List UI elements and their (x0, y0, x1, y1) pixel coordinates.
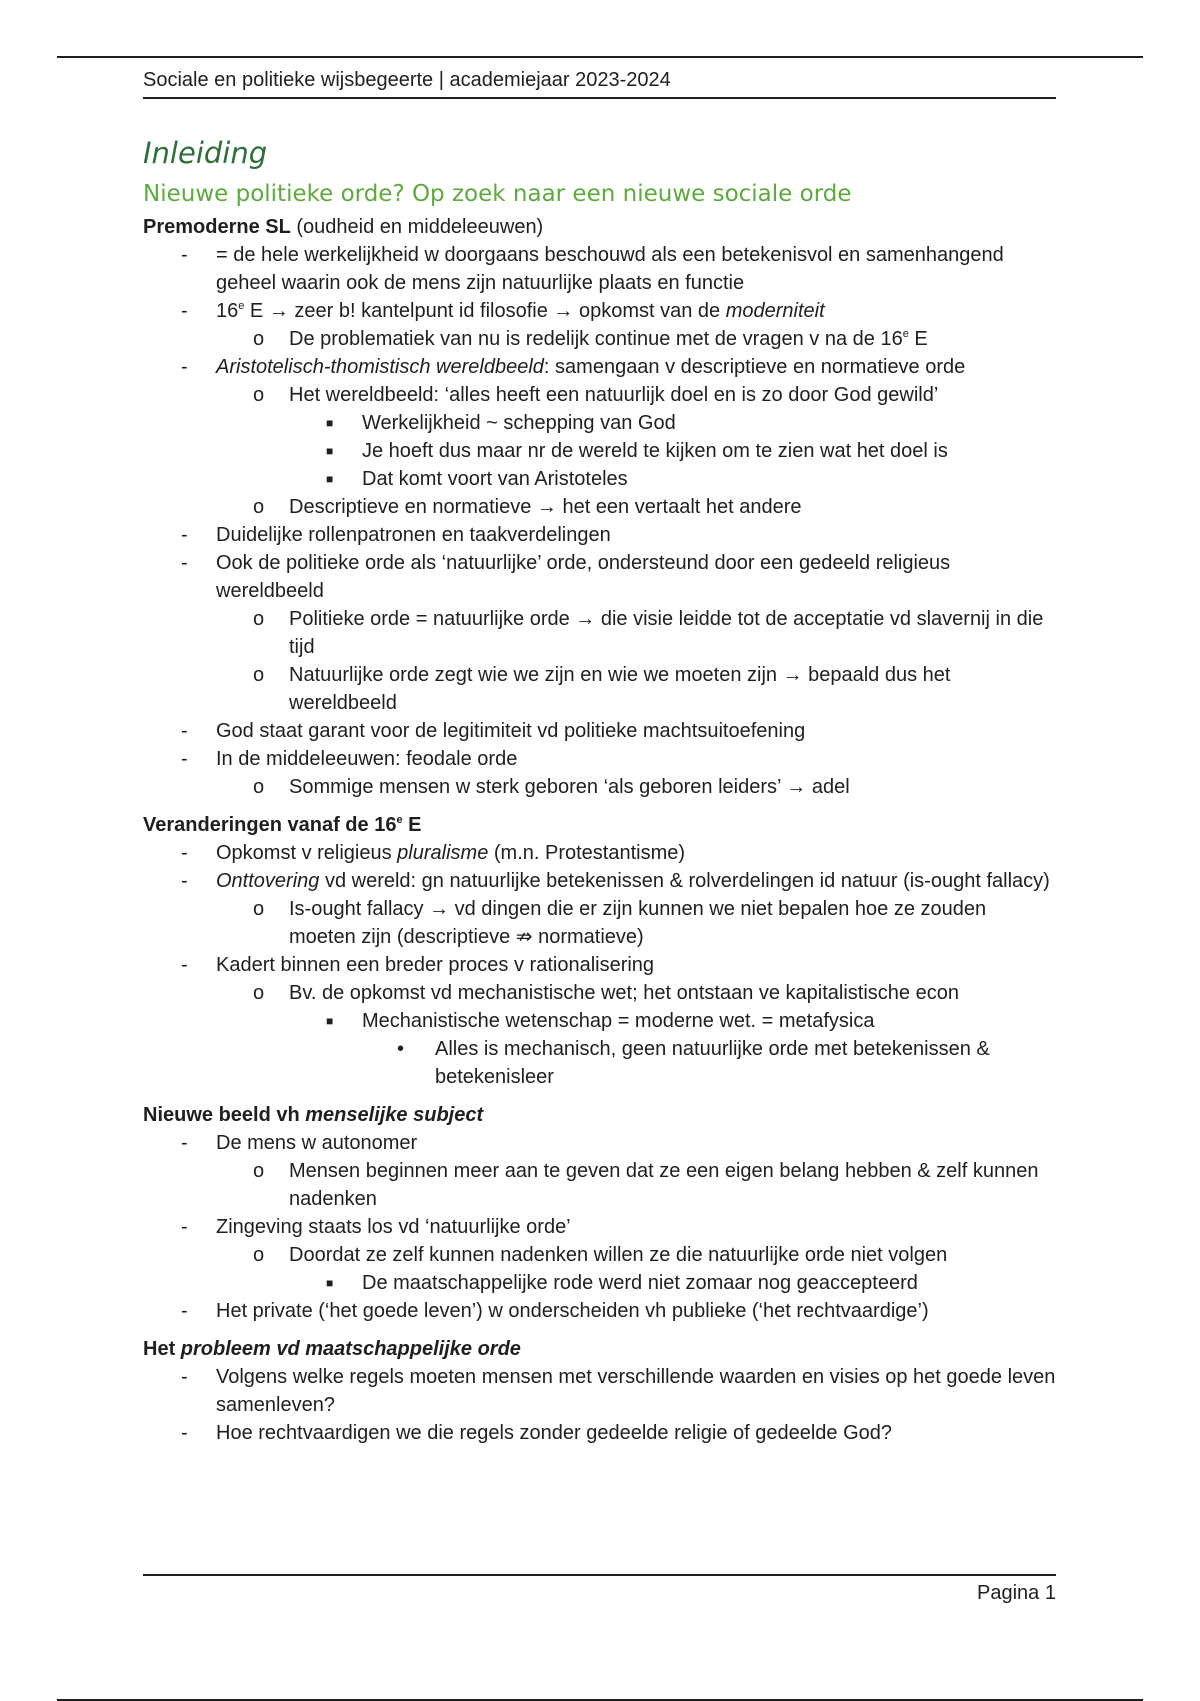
section-heading-changes: Veranderingen vanaf de 16e E (143, 814, 422, 836)
list-item: - In de middeleeuwen: feodale orde (181, 748, 518, 770)
document-page (143, 66, 1056, 1447)
list-item: o Mensen beginnen meer aan te geven dat ze een eigen belang hebben & zelf kunnen nadenken (253, 1160, 1039, 1210)
list-item: o Bv. de opkomst vd mechanistische wet; het ontstaan ve kapitalistische econ (253, 982, 959, 1004)
list-item: - Het private (‘het goede leven’) w onderscheiden vh publieke (‘het rechtvaardige’) (181, 1300, 929, 1322)
subject-list (143, 1129, 1056, 1325)
heading-note: (oudheid en middeleeuwen) (290, 216, 544, 238)
list-item: - 16e E → zeer b! kantelpunt id filosofie → opkomst van de moderniteit (181, 300, 825, 322)
premodern-list (143, 241, 1056, 801)
list-item: o Descriptieve en normatieve → het een vertaalt het andere (253, 496, 802, 518)
list-item: - Volgens welke regels moeten mensen met verschillende waarden en visies op het goede leven samenleven? (181, 1366, 1056, 1416)
list-item: - Zingeving staats los vd ‘natuurlijke orde’ (181, 1216, 571, 1238)
list-item: ■ Dat komt voort van Aristoteles (326, 468, 628, 490)
top-page-rule (57, 56, 1143, 58)
running-header: Sociale en politieke wijsbegeerte | academiejaar 2023-2024 (143, 66, 1056, 99)
list-item: - Duidelijke rollenpatronen en taakverdelingen (181, 524, 611, 546)
list-item: - Opkomst v religieus pluralisme (m.n. Protestantisme) (181, 842, 686, 864)
list-item: ■ Werkelijkheid ~ schepping van God (326, 412, 676, 434)
list-item: ■ Je hoeft dus maar nr de wereld te kijken om te zien wat het doel is (326, 440, 948, 462)
list-item: - Onttovering vd wereld: gn natuurlijke betekenissen & rolverdelingen id natuur (is-ought fallacy) (181, 870, 1050, 892)
list-item: • Alles is mechanisch, geen natuurlijke orde met betekenissen & betekenisleer (397, 1038, 990, 1088)
list-item: - Aristotelisch-thomistisch wereldbeeld: samengaan v descriptieve en normatieve orde (181, 356, 966, 378)
list-item: - Hoe rechtvaardigen we die regels zonder gedeelde religie of gedeelde God? (181, 1422, 893, 1444)
list-item: o Natuurlijke orde zegt wie we zijn en wie we moeten zijn → bepaald dus het wereldbeeld (253, 664, 951, 714)
list-item: - = de hele werkelijkheid w doorgaans beschouwd als een betekenisvol en samenhangend geheel waarin ook de mens zijn natuurlijke plaats en functie (181, 244, 1004, 294)
list-item: - Kadert binnen een breder proces v rationalisering (181, 954, 655, 976)
page-footer (143, 1574, 1056, 1607)
changes-list (143, 839, 1056, 1091)
problem-list (143, 1363, 1056, 1447)
list-item: - De mens w autonomer (181, 1132, 418, 1154)
page-number: Pagina 1 (977, 1582, 1056, 1604)
list-item: ■ Mechanistische wetenschap = moderne wet. = metafysica (326, 1010, 875, 1032)
list-item: o De problematiek van nu is redelijk continue met de vragen v na de 16e E (253, 328, 928, 350)
section-heading-premodern (143, 213, 1056, 241)
section-heading-subject: Nieuwe beeld vh menselijke subject (143, 1104, 484, 1126)
heading-text: Premoderne SL (143, 216, 291, 238)
list-item: o Het wereldbeeld: ‘alles heeft een natuurlijk doel en is zo door God gewild’ (253, 384, 939, 406)
chapter-title: Inleiding (143, 136, 268, 170)
list-item: o Is-ought fallacy → vd dingen die er zijn kunnen we niet bepalen hoe ze zouden moeten zijn (descriptieve ⇏ normatieve) (253, 898, 987, 948)
list-item: - God staat garant voor de legitimiteit vd politieke machtsuitoefening (181, 720, 806, 742)
list-item: ■ De maatschappelijke rode werd niet zomaar nog geaccepteerd (326, 1272, 918, 1294)
list-item: - Ook de politieke orde als ‘natuurlijke’ orde, ondersteund door een gedeeld religieus wereldbeeld (181, 552, 951, 602)
section-heading-problem: Het probleem vd maatschappelijke orde (143, 1338, 521, 1360)
list-item: o Sommige mensen w sterk geboren ‘als geboren leiders’ → adel (253, 776, 850, 798)
section-subtitle: Nieuwe politieke orde? Op zoek naar een nieuwe sociale orde (143, 181, 852, 207)
list-item: o Doordat ze zelf kunnen nadenken willen ze die natuurlijke orde niet volgen (253, 1244, 948, 1266)
list-item: o Politieke orde = natuurlijke orde → die visie leidde tot de acceptatie vd slavernij in die tijd (253, 608, 1044, 658)
